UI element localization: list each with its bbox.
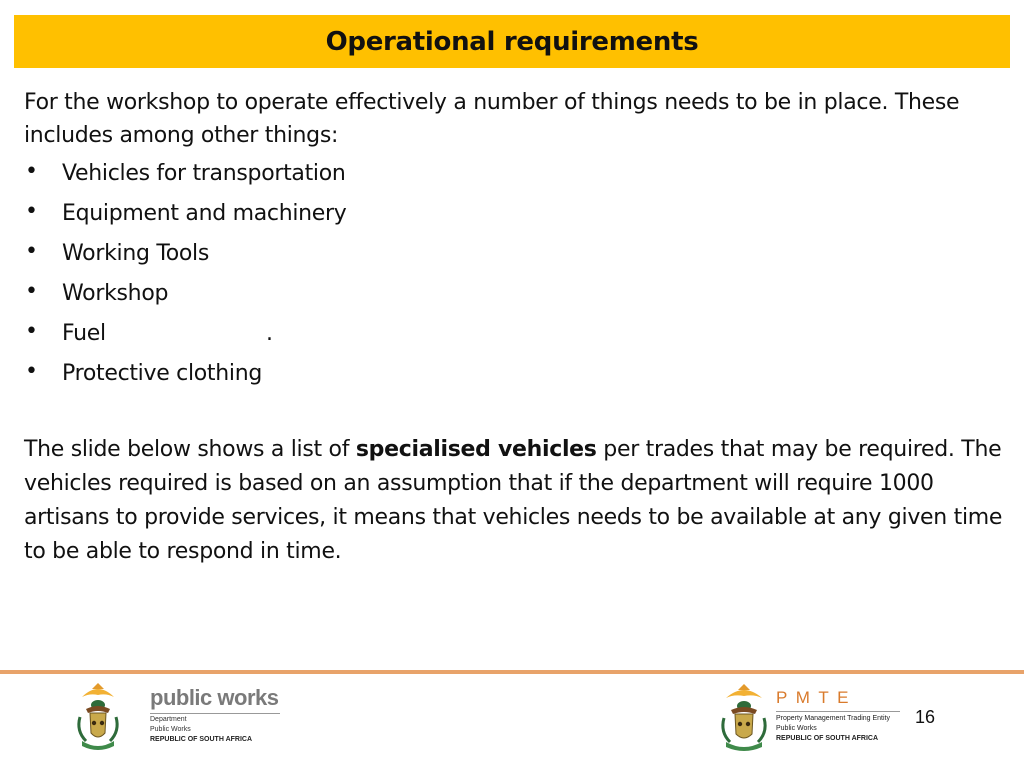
- bullet-icon: •: [25, 319, 38, 344]
- logo-line-entity: Property Management Trading Entity: [776, 715, 891, 722]
- list-item: • Vehicles for transportation: [24, 157, 1009, 197]
- list-item: • Fuel .: [24, 317, 1009, 357]
- intro-paragraph: For the workshop to operate effectively a number of things needs to be in place. These includes among other things:: [24, 90, 960, 148]
- bullet-icon: •: [25, 159, 38, 184]
- list-item: • Working Tools: [24, 237, 1009, 277]
- bullet-icon: •: [25, 239, 38, 264]
- logo-line-country: REPUBLIC OF SOUTH AFRICA: [776, 735, 879, 742]
- emphasis-text: specialised vehicles: [355, 437, 597, 462]
- requirements-list: [24, 157, 1009, 397]
- bullet-icon: •: [25, 359, 38, 384]
- logo-divider: [776, 711, 900, 712]
- public-works-logo: [72, 683, 292, 755]
- list-item: • Protective clothing: [24, 357, 1009, 397]
- public-works-wordmark: public works: [150, 685, 279, 710]
- logo-line-department: Department: [150, 716, 187, 723]
- pmte-logo: [716, 684, 916, 754]
- list-item: • Equipment and machinery: [24, 197, 1009, 237]
- logo-line-public-works: Public Works: [150, 726, 191, 733]
- logo-divider: [150, 713, 280, 714]
- title-bar: [14, 15, 1010, 68]
- page-number: 16: [915, 707, 936, 727]
- slide-title: Operational requirements: [325, 26, 699, 57]
- logo-line-public-works: Public Works: [776, 725, 817, 732]
- pmte-wordmark: P M T E: [776, 688, 851, 707]
- bullet-icon: •: [25, 279, 38, 304]
- slide-content: [24, 86, 1009, 569]
- stray-period: .: [266, 321, 273, 346]
- footer-divider: [0, 670, 1024, 674]
- list-item: • Workshop: [24, 277, 1009, 317]
- coat-of-arms-icon: [716, 684, 772, 754]
- bullet-icon: •: [25, 199, 38, 224]
- logo-line-country: REPUBLIC OF SOUTH AFRICA: [150, 736, 253, 743]
- outro-paragraph: The slide below shows a list of specialised vehicles per trades that may be required. The vehicles required is based on an assumption that if the department will require 1000 artisans to provide services, it means that vehicles needs to be available at any given time to be able to respond in time.: [24, 437, 1003, 564]
